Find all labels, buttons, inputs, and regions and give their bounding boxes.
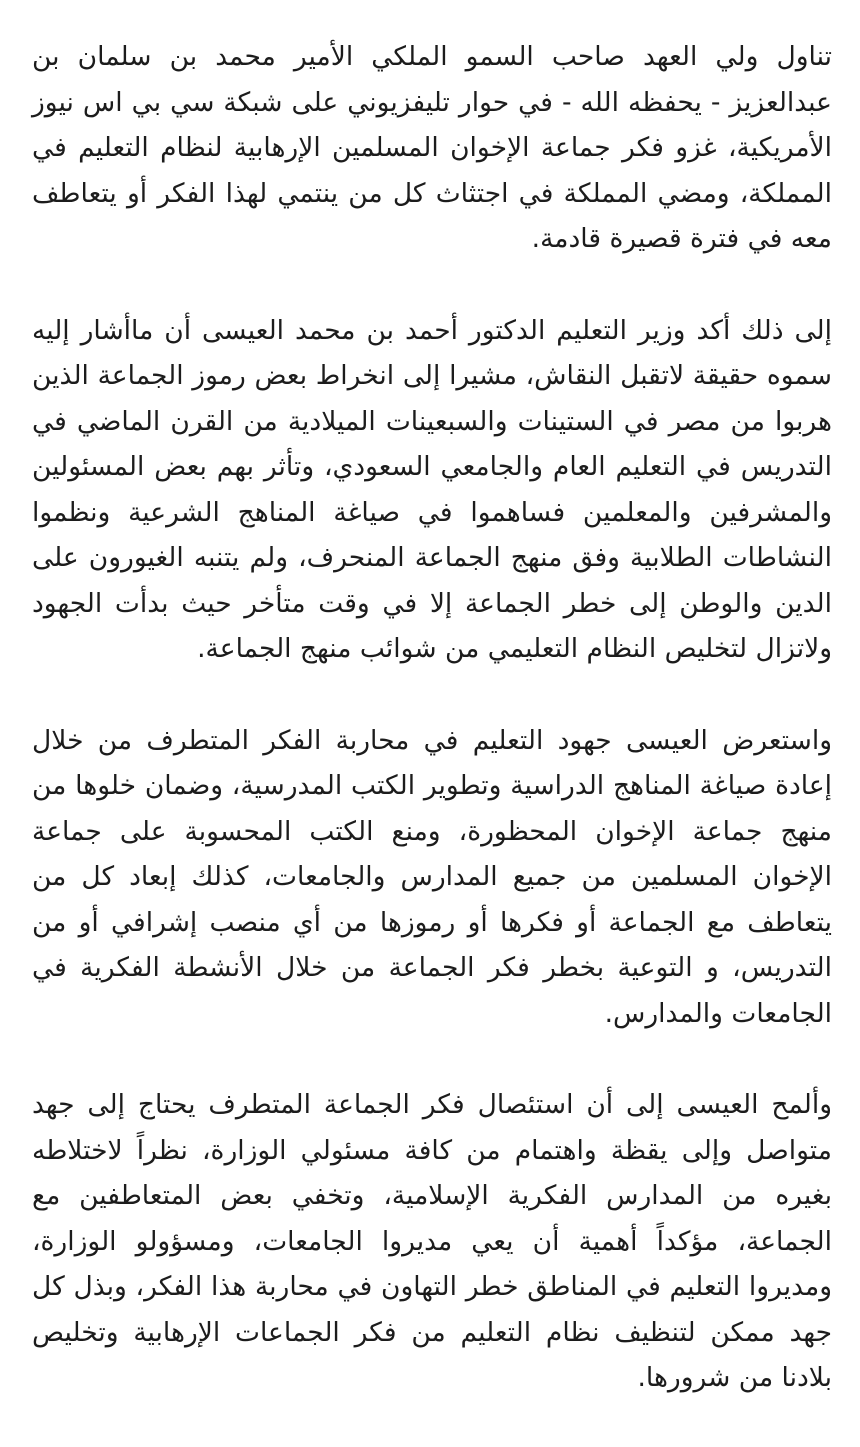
article-paragraph-3: واستعرض العيسى جهود التعليم في محاربة الفكر المتطرف من خلال إعادة صياغة المناهج الدراسية وتطوير الكتب المدرسية، وضمان خلوها من منهج جماعة الإخوان المحظورة، ومنع الكتب المحسوبة على جماعة الإخوان المسلمين من جميع المدارس والجامعات، كذلك إبعاد كل من يتعاطف مع الجماعة أو فكرها أو رموزها من أي منصب إشرافي أو من التدريس، و التوعية بخطر فكر الجماعة من خلال الأنشطة الفكرية في الجامعات والمدارس. <box>32 724 832 1029</box>
article-body <box>32 34 832 1447</box>
article-paragraph-4: وألمح العيسى إلى أن استئصال فكر الجماعة المتطرف يحتاج إلى جهد متواصل وإلى يقظة واهتمام من كافة مسئولي الوزارة، نظراً لاختلاطه بغيره من المدارس الفكرية الإسلامية، وتخفي بعض المتعاطفين مع الجماعة، مؤكداً أهمية أن يعي مديروا الجامعات، ومسؤولو الوزارة، ومديروا التعليم في المناطق خطر التهاون في محاربة هذا الفكر، وبذل كل جهد ممكن لتنظيف نظام التعليم من فكر الجماعات الإرهابية وتخليص بلادنا من شرورها. <box>32 1089 832 1393</box>
article-paragraph-1: تناول ولي العهد صاحب السمو الملكي الأمير محمد بن سلمان بن عبدالعزيز - يحفظه الله - في حوار تليفزيوني على شبكة سي بي اس نيوز الأمريكية، غزو فكر جماعة الإخوان المسلمين الإرهابية لنظام التعليم في المملكة، ومضي المملكة في اجتثاث كل من ينتمي لهذا الفكر أو يتعاطف معه في فترة قصيرة قادمة. <box>32 41 832 254</box>
article-paragraph-2: إلى ذلك أكد وزير التعليم الدكتور أحمد بن محمد العيسى أن ماأشار إليه سموه حقيقة لاتقبل النقاش، مشيرا إلى انخراط بعض رموز الجماعة الذين هربوا من مصر في الستينات والسبعينات الميلادية من القرن الماضي في التدريس في التعليم العام والجامعي السعودي، وتأثر بهم بعض المسئولين والمشرفين والمعلمين فساهموا في صياغة المناهج الشرعية ونظموا النشاطات الطلابية وفق منهج الجماعة المنحرف، ولم يتنبه الغيورون على الدين والوطن إلى خطر الجماعة إلا في وقت متأخر حيث بدأت الجهود ولاتزال لتخليص النظام التعليمي من شوائب منهج الجماعة. <box>32 314 832 664</box>
